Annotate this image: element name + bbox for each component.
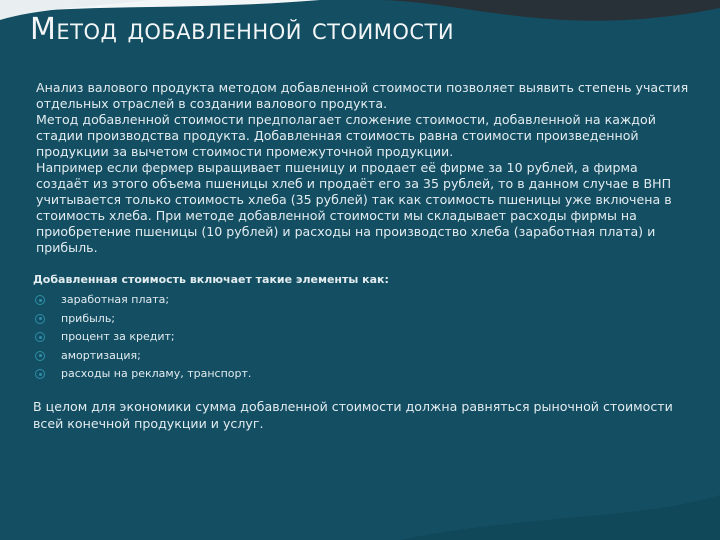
list-item <box>33 365 693 384</box>
list-item-label: заработная плата; <box>61 293 170 306</box>
list-item <box>33 291 693 310</box>
closing-paragraph: В целом для экономики сумма добавленной стоимости должна равняться рыночной стоимости всей конечной продукции и услуг. <box>33 398 673 431</box>
bullet-icon <box>35 332 45 342</box>
list-item <box>33 328 693 347</box>
paragraph-method: Метод добавленной стоимости предполагает сложение стоимости, добавленной на каждой стадии производства продукта. Добавленная стоимость равна стоимости произведенной продукции за вычетом стоимости промежуточной продукции. <box>36 112 656 159</box>
bullet-icon <box>35 295 45 305</box>
list-heading: Добавленная стоимость включает такие элементы как: <box>33 273 389 286</box>
elements-list <box>33 291 693 384</box>
list-item-label: прибыль; <box>61 311 116 325</box>
paragraph-analysis: Анализ валового продукта методом добавленной стоимости позволяет выявить степень участия отдельных отраслей в создании валового продукта. <box>36 80 689 111</box>
list-item-label: процент за кредит; <box>61 330 175 343</box>
slide-content <box>33 80 693 444</box>
bullet-icon <box>35 351 45 361</box>
list-item <box>33 347 693 366</box>
list-item-label: расходы на рекламу, транспорт. <box>61 367 252 380</box>
slide-title: Метод добавленной стоимости <box>30 12 455 47</box>
paragraph-example: Например если фермер выращивает пшеницу и продает её фирме за 10 рублей, а фирма создаёт из этого объема пшеницы хлеб и продаёт его за 35 рублей, то в данном случае в ВНП учитывается только стоимость хлеба (35 рублей) так как стоимость пшеницы уже включена в стоимость хлеба. При методе добавленной стоимости мы складывает расходы фирмы на приобретение пшеницы (10 рублей) и расходы на производство хлеба (заработная плата) и прибыль. <box>36 160 672 255</box>
bullet-icon <box>35 314 45 324</box>
list-item <box>33 310 693 329</box>
list-item-label: амортизация; <box>61 348 141 362</box>
bullet-icon <box>35 369 45 379</box>
